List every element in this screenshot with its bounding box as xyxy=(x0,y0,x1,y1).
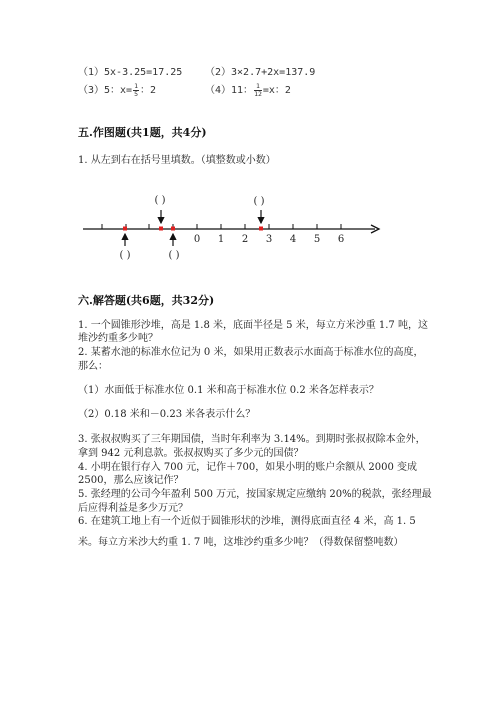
fraction-denominator: 12 xyxy=(254,89,262,98)
equation-4-suffix: =x：2 xyxy=(262,85,291,96)
tick-label-0: 0 xyxy=(193,234,201,245)
number-line-figure xyxy=(75,188,385,268)
question-3-line-2: 拿到 942 元利息款。张叔叔购买了多少元的国债？ xyxy=(78,448,304,459)
section-6-title: 六.解答题(共6题，共32分) xyxy=(78,294,215,307)
equation-1: （1）5x-3.25=17.25 xyxy=(78,67,183,78)
question-4-line-2: 2500，那么应该记作？ xyxy=(78,475,184,486)
equation-2: （2）3×2.7+2x=137.9 xyxy=(205,67,316,78)
equation-4-prefix: （4）11： xyxy=(205,85,254,96)
answer-blank-bottom-2[interactable]: ( ) xyxy=(168,250,180,261)
fraction-1-12 xyxy=(254,83,262,98)
question-2-line-1: 2. 某蓄水池的标准水位记为 0 米，如果用正数表示水面高于标准水位的高度， xyxy=(78,347,424,358)
section-5-title: 五.作图题(共1题，共4分) xyxy=(78,126,207,139)
tick-label-5: 5 xyxy=(313,234,321,245)
marker-point xyxy=(123,227,127,231)
fraction-1-5 xyxy=(133,83,139,98)
question-1-line-2: 堆沙约重多少吨？ xyxy=(78,333,158,344)
number-line-ticks xyxy=(102,224,341,229)
fraction-denominator: 5 xyxy=(134,89,139,98)
question-1-line-1: 1. 一个圆锥形沙堆，高是 1.8 米，底面半径是 5 米，每立方米沙重 1.7 吨，这 xyxy=(78,320,428,331)
marker-point xyxy=(159,227,163,231)
tick-label-3: 3 xyxy=(265,234,273,245)
question-2-part-1: （1）水面低于标准水位 0.1 米和高于标准水位 0.2 米各怎样表示？ xyxy=(78,385,379,396)
question-5-line-1: 5. 张经理的公司今年盈利 500 万元，按国家规定应缴纳 20%的税款，张经理最 xyxy=(78,489,432,500)
fraction-numerator: 1 xyxy=(256,81,260,90)
question-4-line-1: 4. 小明在银行存入 700 元，记作＋700，如果小明的账户余额从 2000 变成 xyxy=(78,462,418,473)
question-6-line-2: 米。每立方米沙大约重 1. 7 吨，这堆沙约重多少吨？（得数保留整吨数） xyxy=(78,537,404,548)
section-5-question-1: 1. 从左到右在括号里填数。（填整数或小数） xyxy=(78,155,276,166)
equation-3-suffix: ：2 xyxy=(140,85,157,96)
equation-4 xyxy=(205,81,291,98)
question-2-part-2: （2）0.18 米和－0.23 米各表示什么？ xyxy=(78,409,256,420)
equation-3-prefix: （3）5：x= xyxy=(78,85,133,96)
tick-label-1: 1 xyxy=(217,234,225,245)
question-6-line-1: 6. 在建筑工地上有一个近似于圆锥形状的沙堆，测得底面直径 4 米，高 1. 5 xyxy=(78,516,416,527)
answer-blank-top-1[interactable]: ( ) xyxy=(154,195,166,206)
tick-label-4: 4 xyxy=(289,234,297,245)
answer-blank-bottom-1[interactable]: ( ) xyxy=(119,250,131,261)
marker-point xyxy=(259,227,263,231)
tick-label-2: 2 xyxy=(241,234,249,245)
question-5-line-2: 后应得利益是多少万元？ xyxy=(78,503,188,514)
fraction-numerator: 1 xyxy=(134,81,139,90)
tick-label-6: 6 xyxy=(337,234,345,245)
answer-blank-top-2[interactable]: ( ) xyxy=(253,196,265,207)
question-2-line-2: 那么： xyxy=(78,361,108,372)
marker-point xyxy=(171,227,175,231)
question-3-line-1: 3. 张叔叔购买了三年期国债，当时年利率为 3.14%。到期时张叔叔除本金外， xyxy=(78,434,426,445)
equation-3 xyxy=(78,81,156,98)
